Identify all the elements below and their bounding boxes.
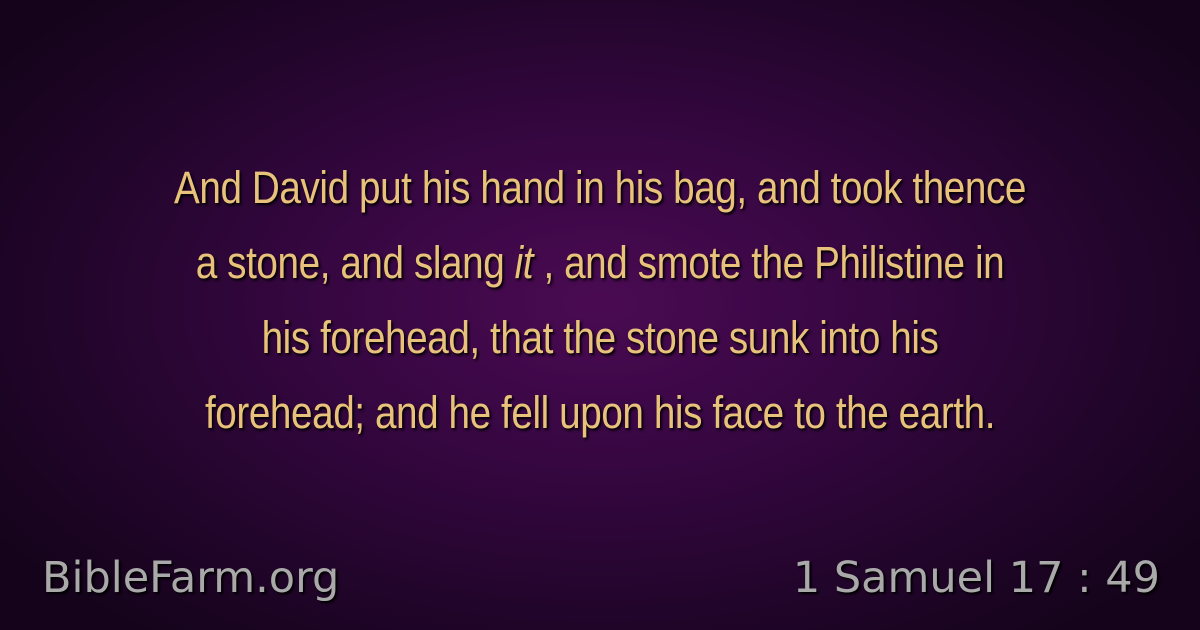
verse-line-2-start: a stone, and slang xyxy=(195,237,515,288)
verse-italic-word: it xyxy=(514,237,534,288)
verse-text xyxy=(118,150,1081,450)
verse-reference: 1 Samuel 17 : 49 xyxy=(792,553,1160,603)
site-name: BibleFarm.org xyxy=(42,553,340,603)
verse-line-2 xyxy=(118,225,1081,300)
verse-line-1: And David put his hand in his bag, and took thence xyxy=(173,162,1027,213)
verse-line-3: his forehead, that the stone sunk into his xyxy=(261,312,939,363)
verse-line-2-end: , and smote the Philistine in xyxy=(533,237,1005,288)
verse-line-4: forehead; and he fell upon his face to the earth. xyxy=(204,387,996,438)
